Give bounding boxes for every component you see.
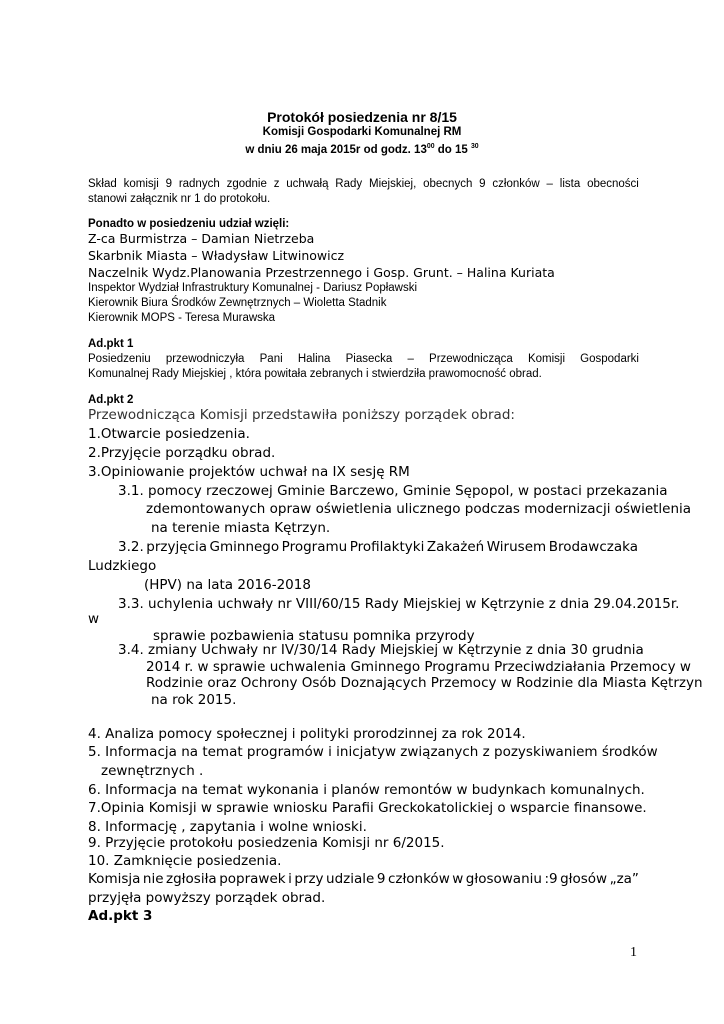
committee-name: Komisji Gospodarki Komunalnej RM [262, 126, 462, 138]
attendee-mops-head: Kierownik MOPS - Teresa Murawska [88, 312, 276, 324]
word: Skład [88, 178, 117, 190]
word: Rady [335, 178, 363, 190]
attendee-treasurer: Skarbnik Miasta – Władysław Litwinowicz [88, 248, 345, 263]
word: poprawek [219, 871, 286, 887]
agenda-item-3-1-line-1: 3.1. pomocy rzeczowej Gminie Barczewo, Gminie Sępopol, w postaci przekazania [118, 483, 668, 499]
word: Wirusem [486, 539, 547, 555]
agenda-item-5-line-2: zewnętrznych . [101, 763, 204, 779]
agenda-item-2: 2.Przyjęcie porządku obrad. [88, 445, 276, 461]
word: w [452, 871, 464, 887]
word: Gospodarki [580, 353, 639, 365]
word: Halina [297, 353, 331, 365]
word: Pani [259, 353, 283, 365]
word: Gminnego [209, 539, 280, 555]
pkt2-heading: Ad.pkt 2 [88, 394, 134, 406]
word: – [546, 178, 553, 190]
word: przy [294, 871, 324, 887]
pkt3-heading: Ad.pkt 3 [88, 908, 153, 924]
pkt1-line-1 [88, 354, 639, 366]
word: Brodawczaka [548, 539, 638, 555]
word: nie [142, 871, 164, 887]
agenda-item-9: 9. Przyjęcie protokołu posiedzenia Komisji nr 6/2015. [88, 835, 445, 851]
agenda-item-3-1-line-3: na terenie miasta Kętrzyn. [151, 520, 331, 536]
agenda-item-3-4-line-1: 3.4. zmiany Uchwały nr IV/30/14 Rady Miejskiej w Kętrzynie z dnia 30 grudnia [118, 642, 644, 658]
date-text: w dniu 26 maja 2015r od godz. 13 [245, 144, 427, 156]
agenda-item-3-1-line-2: zdemontowanych opraw oświetlenia ulicznego podczas modernizacji oświetlenia [146, 501, 692, 517]
word: głosowaniu [465, 871, 542, 887]
date-mid: do 15 [434, 144, 471, 156]
word: „za” [609, 871, 639, 887]
word: obecności [587, 178, 639, 190]
attendee-inspector: Inspektor Wydział Infrastruktury Komunalnej - Dariusz Popławski [88, 282, 418, 294]
agenda-item-3: 3.Opiniowanie projektów uchwał na IX sesję RM [88, 464, 410, 480]
agenda-item-3-3-line-2: w [88, 611, 100, 627]
attendee-deputy-mayor: Z-ca Burmistrza – Damian Nietrzeba [88, 231, 315, 246]
vote-line-2: przyjęła powyższy porządek obrad. [88, 890, 326, 906]
word: komisji [123, 178, 159, 190]
word: 9 [376, 871, 386, 887]
word: Komisji [527, 353, 565, 365]
word: Profilaktyki [349, 539, 425, 555]
word: udziale [326, 871, 375, 887]
agenda-intro: Przewodnicząca Komisji przedstawiła poniższy porządek obrad: [88, 407, 515, 423]
word: Piasecka [345, 353, 393, 365]
word: Programu [281, 539, 348, 555]
agenda-item-3-3-line-1: 3.3. uchylenia uchwały nr VIII/60/15 Rady Miejskiej w Kętrzynie z dnia 29.04.2015r. [118, 596, 680, 612]
word: przewodniczyła [165, 353, 245, 365]
composition-line-1 [88, 179, 639, 191]
word: 9 [165, 178, 172, 190]
page-number: 1 [630, 945, 637, 960]
attendees-heading: Ponadto w posiedzeniu udział wzięli: [88, 218, 290, 230]
agenda-item-3-2-line-2: Ludzkiego [88, 558, 157, 574]
agenda-item-1: 1.Otwarcie posiedzenia. [88, 426, 250, 442]
word: przyjęcia [146, 539, 207, 555]
vote-line-1 [88, 873, 639, 887]
agenda-item-3-2-line-1 [118, 541, 638, 555]
word: zgłosiła [166, 871, 217, 887]
pkt1-heading: Ad.pkt 1 [88, 338, 134, 350]
word: 9 [479, 178, 486, 190]
agenda-item-3-2-line-3: (HPV) na lata 2016-2018 [144, 577, 311, 593]
word: 3.2. [118, 539, 144, 555]
agenda-item-10: 10. Zamknięcie posiedzenia. [88, 853, 282, 869]
word: :9 [544, 871, 558, 887]
word: lista [559, 178, 581, 190]
agenda-item-3-3-line-3: sprawie pozbawienia statusu pomnika przyrody [153, 628, 475, 644]
word: Komisja [88, 871, 141, 887]
composition-line-2: stanowi załącznik nr 1 do protokołu. [88, 193, 271, 205]
agenda-item-5-line-1: 5. Informacja na temat programów i inicjatyw związanych z pozyskiwaniem środków [88, 744, 658, 760]
word: uchwałą [286, 178, 329, 190]
word: Zakażeń [426, 539, 485, 555]
start-minutes: 00 [426, 143, 435, 150]
end-minutes: 30 [470, 143, 479, 150]
word: – [407, 353, 414, 365]
word: członków [492, 178, 540, 190]
word: Posiedzeniu [88, 353, 151, 365]
attendee-external-funds-head: Kierownik Biura Środków Zewnętrznych – Wioletta Stadnik [88, 297, 387, 309]
word: głosów [560, 871, 608, 887]
agenda-item-3-4-line-3: Rodzinie oraz Ochrony Osób Doznających Przemocy w Rodzinie dla Miasta Kętrzyn [146, 675, 703, 691]
agenda-item-6: 6. Informacja na temat wykonania i planów remontów w budynkach komunalnych. [88, 782, 645, 798]
word: obecnych [423, 178, 473, 190]
agenda-item-3-4-line-2: 2014 r. w sprawie uchwalenia Gminnego Programu Przeciwdziałania Przemocy w [146, 659, 691, 675]
word: radnych [178, 178, 220, 190]
word: z [273, 178, 280, 190]
pkt1-line-2: Komunalnej Rady Miejskiej , która powitała zebranych i stwierdziła prawomocność obrad. [88, 368, 542, 380]
agenda-item-3-4-line-4: na rok 2015. [151, 692, 237, 708]
word: zgodnie [226, 178, 267, 190]
agenda-item-4: 4. Analiza pomocy społecznej i polityki prorodzinnej za rok 2014. [88, 726, 526, 742]
word: Przewodnicząca [429, 353, 513, 365]
document-title: Protokół posiedzenia nr 8/15 [267, 109, 457, 125]
word: Miejskiej, [368, 178, 417, 190]
word: członków [387, 871, 450, 887]
word: i [288, 871, 292, 887]
meeting-date [0, 145, 724, 157]
agenda-item-7: 7.Opinia Komisji w sprawie wniosku Parafii Greckokatolickiej o wsparcie finansowe. [88, 800, 647, 816]
agenda-item-8: 8. Informację , zapytania i wolne wnioski. [88, 819, 367, 835]
attendee-planning-head: Naczelnik Wydz.Planowania Przestrzennego i Gosp. Grunt. – Halina Kuriata [88, 265, 555, 280]
